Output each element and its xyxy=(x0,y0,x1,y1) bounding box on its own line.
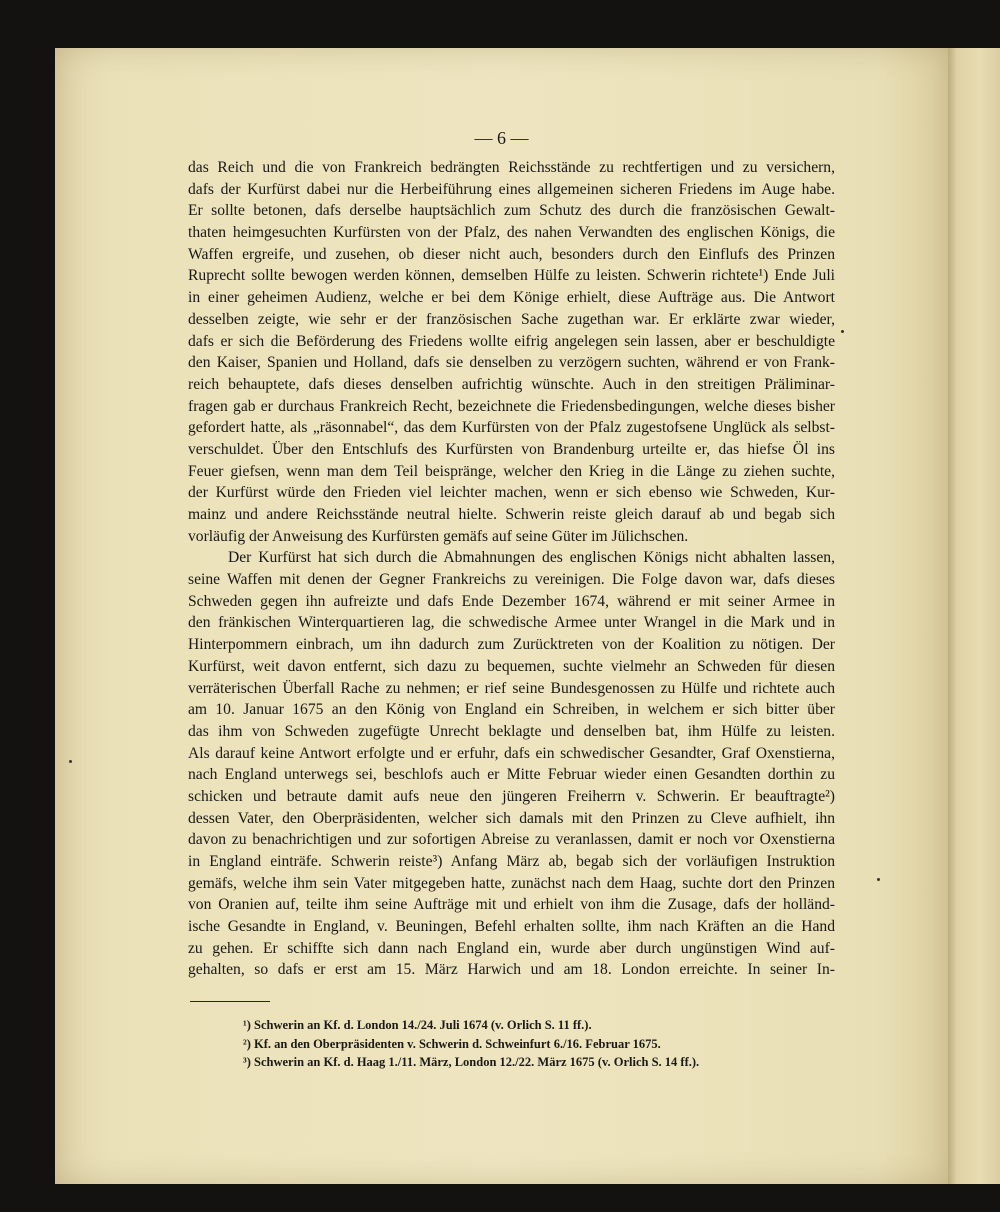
body-text xyxy=(188,157,835,981)
text-line: gefordert hatte, als „räsonnabel“, das dem Kurfürsten von der Pfalz zugestofsene Unglück als selbst- xyxy=(188,419,835,437)
text-line: desselben zeigte, wie sehr er der französischen Sache zugethan war. Er erklärte zwar wieder, xyxy=(188,310,835,328)
text-line: ische Gesandte in England, v. Beuningen, Befehl erhalten sollte, ihm nach Kräften an die Hand xyxy=(188,918,835,936)
text-line: das Reich und die von Frankreich bedrängten Reichsstände zu rechtfertigen und zu versichern, xyxy=(188,159,835,176)
text-line: schicken und betraute damit aufs neue den jüngeren Freiherrn v. Schwerin. Er beauftragte²) xyxy=(188,787,835,805)
text-line: den fränkischen Winterquartieren lag, die schwedische Armee unter Wrangel in die Mark und in xyxy=(188,614,835,632)
text-line: am 10. Januar 1675 an den König von England ein Schreiben, in welchem er sich bitter über xyxy=(188,701,835,719)
document-page xyxy=(55,48,948,1184)
footnote-separator xyxy=(190,1001,270,1002)
text-line: fragen gab er durchaus Frankreich Recht, bezeichnete die Friedensbedingungen, welche dieses bisher xyxy=(188,397,835,415)
text-line: reich behauptete, dafs dieses denselben aufrichtig wünschte. Auch in den streitigen Präliminar- xyxy=(188,375,835,393)
text-line: dafs er sich die Beförderung des Friedens wollte eifrig angelegen sein lassen, aber er beschuldigte xyxy=(188,332,835,350)
text-line: Kurfürst, weit davon entfernt, sich dazu zu bequemen, suchte vielmehr an Schweden für diesen xyxy=(188,657,835,675)
text-line: gemäfs, welche ihm sein Vater mitgegeben hatte, zunächst nach dem Haag, suchte dort den Prinzen xyxy=(188,874,835,892)
paper-speck xyxy=(69,760,72,763)
adjacent-page-edge xyxy=(945,48,1000,1184)
text-line: in England einträfe. Schwerin reiste³) Anfang März ab, begab sich der vorläufigen Instruktion xyxy=(188,853,835,870)
text-line: Schweden gegen ihn aufreizte und dafs Ende Dezember 1674, während er mit seiner Armee in xyxy=(188,592,835,610)
text-line: verräterischen Überfall Rache zu nehmen; er rief seine Bundesgenossen zu Hülfe und richtete auch xyxy=(188,679,835,697)
text-line: Ruprecht sollte bewogen werden können, demselben Hülfe zu leisten. Schwerin richtete¹) Ende Juli xyxy=(188,267,835,285)
text-line: Feuer giefsen, wenn man dem Teil beispränge, welcher den Krieg in die Länge zu ziehen suchte, xyxy=(188,462,835,480)
text-line: gehalten, so dafs er erst am 15. März Harwich und am 18. London erreichte. In seiner In- xyxy=(188,961,835,979)
text-line: Als darauf keine Antwort erfolgte und er erfuhr, dafs ein schwedischer Gesandter, Graf Oxenstierna, xyxy=(188,744,835,762)
text-line: verschuldet. Über den Entschlufs des Kurfürsten von Brandenburg urteilte er, das hiefse Öl ins xyxy=(188,440,835,458)
paragraph-end-line: vorläufig der Anweisung des Kurfürsten gemäfs auf seine Güter im Jülichschen. xyxy=(188,527,689,545)
text-line: Waffen ergreife, und zusehen, ob dieser nicht auch, besonders durch den Einflufs des Prinzen xyxy=(188,245,835,263)
text-line: zu gehen. Er schiffte sich dann nach England ein, wurde aber durch ungünstigen Wind auf- xyxy=(188,939,835,957)
text-line: in einer geheimen Audienz, welche er bei dem Könige erhielt, diese Aufträge aus. Die Antwort xyxy=(188,289,835,307)
text-line: dessen Vater, den Oberpräsidenten, welcher sich damals mit den Prinzen zu Cleve aufhielt, ihn xyxy=(188,809,835,827)
text-line: das ihm von Schweden zugefügte Unrecht beklagte und denselben bat, ihm Hülfe zu leisten. xyxy=(188,722,835,740)
text-line: Er sollte betonen, dafs derselbe hauptsächlich zum Schutz des durch die französischen Gewalt- xyxy=(188,202,835,220)
paper-speck xyxy=(841,330,844,333)
paper-speck xyxy=(877,878,880,881)
text-line: mainz und andere Reichsstände neutral hielte. Schwerin reiste gleich darauf ab und begab sich xyxy=(188,506,835,523)
text-line: thaten heimgesuchten Kurfürsten von der Pfalz, des nahen Verwandten des englischen Königs, die xyxy=(188,224,835,242)
footnotes xyxy=(243,1016,699,1072)
text-line: von Oranien auf, teilte ihm seine Aufträge mit und erhielt von ihm die Zusage, dafs der holländ- xyxy=(188,896,835,914)
paragraph-start-line: Der Kurfürst hat sich durch die Abmahnungen des englischen Königs nicht abhalten lassen, xyxy=(228,549,835,567)
footnote-3: ³) Schwerin an Kf. d. Haag 1./11. März, London 12./22. März 1675 (v. Orlich S. 14 ff.). xyxy=(243,1055,700,1069)
footnote-1: ¹) Schwerin an Kf. d. London 14./24. Juli 1674 (v. Orlich S. 11 ff.). xyxy=(243,1018,592,1032)
text-line: nach England unterwegs sei, beschlofs auch er Mitte Februar wieder einen Gesandten dorthin zu xyxy=(188,766,835,784)
text-line: der Kurfürst würde den Frieden viel leichter machen, wenn er sich ebenso wie Schweden, Kur- xyxy=(188,484,835,502)
page-number: — 6 — xyxy=(474,128,529,148)
footnote-2: ²) Kf. an den Oberpräsidenten v. Schwerin d. Schweinfurt 6./16. Februar 1675. xyxy=(243,1036,661,1051)
text-line: dafs der Kurfürst dabei nur die Herbeiführung eines allgemeinen sicheren Friedens im Auge habe. xyxy=(188,180,835,198)
text-line: den Kaiser, Spanien und Holland, dafs sie denselben zu verzögern suchten, während er von Frank- xyxy=(188,354,835,372)
text-line: davon zu benachrichtigen und zur sofortigen Abreise zu veranlassen, damit er noch vor Oxenstierna xyxy=(188,831,835,849)
text-line: Hinterpommern einbrach, um ihn dadurch zum Zurücktreten von der Koalition zu nötigen. Der xyxy=(188,636,835,654)
text-line: seine Waffen mit denen der Gegner Frankreichs zu vereinigen. Die Folge davon war, dafs dieses xyxy=(188,571,835,589)
